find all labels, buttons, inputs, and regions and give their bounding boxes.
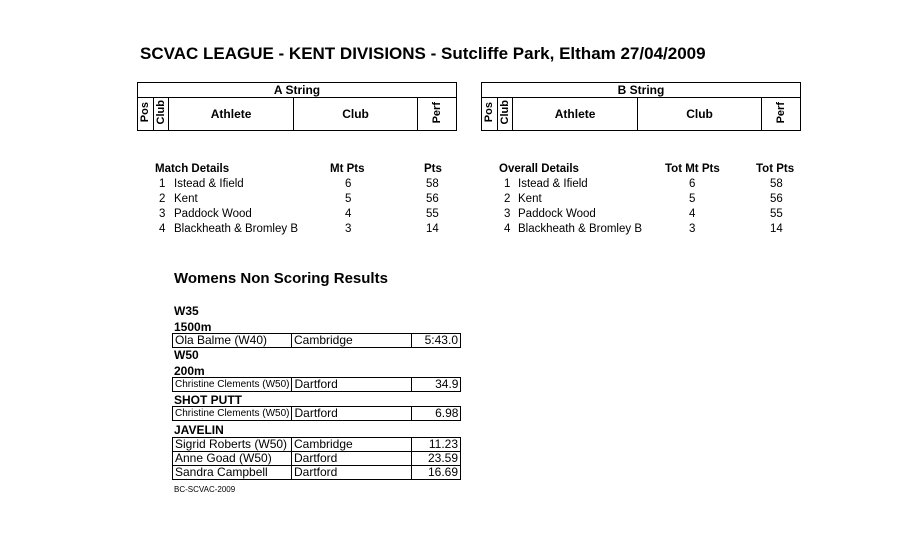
overall-row-pts: 4 (689, 208, 696, 220)
match-row-club: Blackheath & Bromley B (174, 223, 299, 235)
overall-row-club: Blackheath & Bromley B (518, 223, 643, 235)
athlete-cell: Sandra Campbell (173, 466, 292, 480)
b-pos-header: Pos (483, 102, 496, 123)
match-row-pos: 2 (159, 193, 166, 205)
match-row-total: 58 (426, 178, 439, 190)
event-1500m-label: 1500m (174, 320, 212, 334)
event-shot-put-label: SHOT PUTT (174, 393, 242, 407)
match-row-club: Istead & Ifield (174, 178, 244, 190)
table-row (173, 466, 461, 480)
b-athlete-header: Athlete (513, 98, 637, 131)
match-row-pts: 5 (345, 193, 352, 205)
overall-row-club: Kent (518, 193, 542, 205)
a-athlete-header: Athlete (169, 98, 293, 131)
perf-cell: 34.9 (412, 378, 461, 392)
overall-row-pos: 2 (504, 193, 511, 205)
overall-total-header: Tot Pts (756, 163, 795, 175)
b-string-table (481, 82, 801, 131)
perf-cell: 5:43.0 (412, 334, 461, 348)
overall-pts-header: Tot Mt Pts (665, 163, 720, 175)
club-cell: Cambridge (292, 438, 412, 452)
w50-label: W50 (174, 348, 199, 362)
event-javelin-label: JAVELIN (174, 423, 224, 437)
a-club-header: Club (293, 98, 417, 131)
womens-section-title: Womens Non Scoring Results (174, 270, 388, 287)
match-row-total: 14 (426, 223, 439, 235)
overall-row-pos: 4 (504, 223, 511, 235)
club-cell: Dartford (292, 407, 412, 421)
match-row-pts: 3 (345, 223, 352, 235)
a-string-caption: A String (138, 83, 457, 98)
perf-cell: 11.23 (412, 438, 461, 452)
overall-row-pts: 5 (689, 193, 696, 205)
match-row-total: 56 (426, 193, 439, 205)
club-cell: Dartford (292, 452, 412, 466)
perf-cell: 6.98 (412, 407, 461, 421)
club-cell: Dartford (292, 378, 412, 392)
table-row (173, 438, 461, 452)
overall-row-total: 14 (770, 223, 783, 235)
athlete-cell: Anne Goad (W50) (173, 452, 292, 466)
overall-row-pos: 3 (504, 208, 511, 220)
overall-row-pts: 6 (689, 178, 696, 190)
overall-details-title: Overall Details (499, 163, 579, 175)
overall-row-pos: 1 (504, 178, 511, 190)
a-string-table (137, 82, 457, 131)
overall-row-club: Paddock Wood (518, 208, 596, 220)
overall-row-total: 56 (770, 193, 783, 205)
w35-label: W35 (174, 304, 199, 318)
club-cell: Dartford (292, 466, 412, 480)
match-row-pos: 4 (159, 223, 166, 235)
match-details-title: Match Details (155, 163, 230, 175)
match-row-pts: 6 (345, 178, 352, 190)
perf-cell: 23.59 (412, 452, 461, 466)
table-row (173, 378, 461, 392)
overall-row-pts: 3 (689, 223, 696, 235)
match-total-header: Pts (424, 163, 442, 175)
b-perf-header: Perf (775, 101, 788, 124)
athlete-cell: Christine Clements (W50) (173, 378, 292, 392)
athlete-cell: Christine Clements (W50) (173, 407, 292, 421)
club-cell: Cambridge (292, 334, 412, 348)
table-row (173, 452, 461, 466)
b-string-caption: B String (482, 83, 801, 98)
perf-cell: 16.69 (412, 466, 461, 480)
results-javelin (172, 437, 461, 480)
results-1500m (172, 333, 461, 348)
page-title: SCVAC LEAGUE - KENT DIVISIONS - Sutcliffe Park, Eltham 27/04/2009 (140, 44, 706, 63)
athlete-cell: Ola Balme (W40) (173, 334, 292, 348)
results-shot-put (172, 406, 461, 421)
a-club-short-header: Club (155, 100, 168, 125)
match-row-pos: 1 (159, 178, 166, 190)
results-200m (172, 377, 461, 392)
b-club-header: Club (637, 98, 761, 131)
match-row-total: 55 (426, 208, 439, 220)
overall-row-total: 55 (770, 208, 783, 220)
event-200m-label: 200m (174, 364, 205, 378)
a-perf-header: Perf (431, 101, 444, 124)
table-row (173, 407, 461, 421)
match-pts-header: Mt Pts (330, 163, 365, 175)
table-row (173, 334, 461, 348)
match-row-pos: 3 (159, 208, 166, 220)
match-row-pts: 4 (345, 208, 352, 220)
match-row-club: Paddock Wood (174, 208, 252, 220)
overall-row-club: Istead & Ifield (518, 178, 588, 190)
overall-row-total: 58 (770, 178, 783, 190)
a-pos-header: Pos (139, 102, 152, 123)
footer-code: BC-SCVAC-2009 (174, 485, 236, 494)
match-row-club: Kent (174, 193, 198, 205)
b-club-short-header: Club (499, 100, 512, 125)
athlete-cell: Sigrid Roberts (W50) (173, 438, 292, 452)
